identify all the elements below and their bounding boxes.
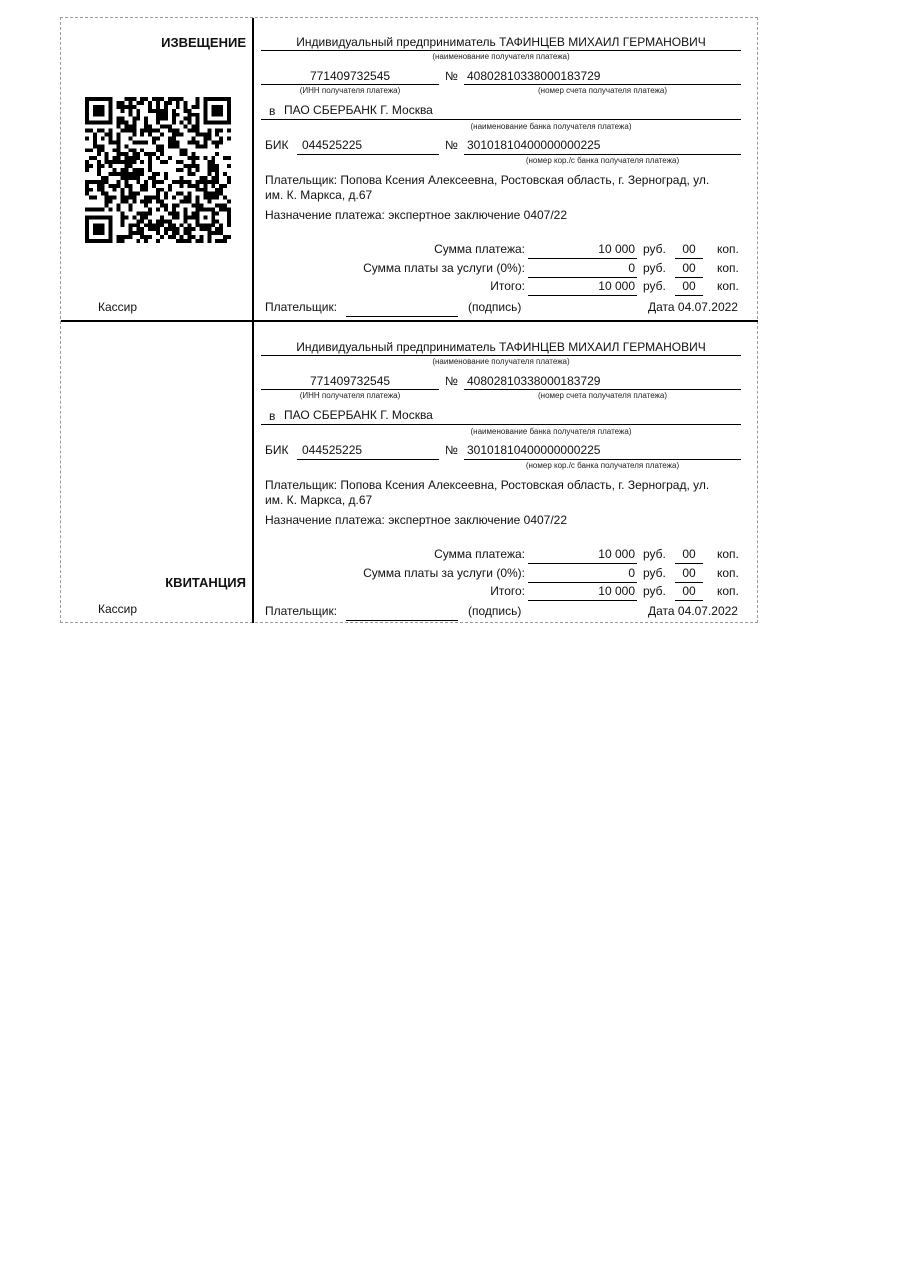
notice-cashier: Кассир: [98, 300, 138, 314]
bik-line: [297, 459, 439, 460]
total-rub-label: руб.: [643, 584, 666, 598]
inn-caption: (ИНН получателя платежа): [299, 86, 401, 95]
bik-value: 044525225: [302, 443, 363, 457]
account-caption: (номер счета получателя платежа): [537, 86, 668, 95]
account-value: 40802810338000183729: [467, 374, 601, 388]
bank-value: ПАО СБЕРБАНК Г. Москва: [284, 408, 433, 422]
receipt-title: КВИТАНЦИЯ: [165, 575, 246, 590]
sum-rub: 10 000: [598, 547, 635, 561]
payer-line-1: Плательщик: Попова Ксения Алексеевна, Ростовская область, г. Зерноград, ул.: [265, 173, 710, 187]
bik-label: БИК: [265, 138, 289, 152]
corr-value: 30101810400000000225: [467, 443, 601, 457]
recipient-name: Индивидуальный предприниматель ТАФИНЦЕВ МИХАИЛ ГЕРМАНОВИЧ: [296, 340, 706, 354]
bank-prefix: в: [269, 104, 276, 118]
total-kop: 00: [682, 584, 696, 598]
notice-title: ИЗВЕЩЕНИЕ: [161, 35, 246, 50]
corr-no-label: №: [445, 443, 458, 457]
recipient-name-line: [261, 50, 741, 51]
payer-line-1: Плательщик: Попова Ксения Алексеевна, Ростовская область, г. Зерноград, ул.: [265, 478, 710, 492]
inn-value: 771409732545: [309, 69, 391, 83]
payer-sign-label: Плательщик:: [265, 300, 338, 314]
account-no-label: №: [445, 374, 458, 388]
receipt-cashier: Кассир: [98, 602, 138, 616]
total-label: Итого:: [490, 584, 525, 598]
sum-label: Сумма платежа:: [434, 547, 525, 561]
recipient-name-line: [261, 355, 741, 356]
sum-label: Сумма платежа:: [434, 242, 525, 256]
payer-line-2: им. К. Маркса, д.67: [265, 493, 373, 507]
signature-label: (подпись): [468, 604, 522, 618]
fee-rub-label: руб.: [643, 566, 666, 580]
fee-label: Сумма платы за услуги (0%):: [363, 261, 525, 275]
bank-line: [261, 424, 741, 425]
qr-code-icon: [85, 97, 231, 243]
bik-value: 044525225: [302, 138, 363, 152]
recipient-name-caption: (наименование получателя платежа): [432, 357, 570, 366]
fee-kop-label: коп.: [717, 261, 739, 275]
payer-line-2: им. К. Маркса, д.67: [265, 188, 373, 202]
total-rub: 10 000: [598, 584, 635, 598]
sum-rub: 10 000: [598, 242, 635, 256]
payer-sign-line: [346, 620, 458, 621]
signature-label: (подпись): [468, 300, 522, 314]
sum-kop-label: коп.: [717, 547, 739, 561]
bik-label: БИК: [265, 443, 289, 457]
total-kop-label: коп.: [717, 279, 739, 293]
bank-value: ПАО СБЕРБАНК Г. Москва: [284, 103, 433, 117]
account-value: 40802810338000183729: [467, 69, 601, 83]
bank-line: [261, 119, 741, 120]
fee-rub: 0: [628, 261, 635, 275]
sum-kop: 00: [682, 242, 696, 256]
recipient-name: Индивидуальный предприниматель ТАФИНЦЕВ МИХАИЛ ГЕРМАНОВИЧ: [296, 35, 706, 49]
corr-caption: (номер кор./с банка получателя платежа): [525, 156, 680, 165]
total-rub-label: руб.: [643, 279, 666, 293]
total-rub: 10 000: [598, 279, 635, 293]
inn-caption: (ИНН получателя платежа): [299, 391, 401, 400]
payer-sign-label: Плательщик:: [265, 604, 338, 618]
total-label: Итого:: [490, 279, 525, 293]
total-kop-line: [675, 600, 703, 601]
sum-rub-line: [528, 563, 637, 564]
payment-purpose: Назначение платежа: экспертное заключение 0407/22: [265, 208, 568, 222]
bank-caption: (наименование банка получателя платежа): [470, 122, 632, 131]
total-kop: 00: [682, 279, 696, 293]
corr-value: 30101810400000000225: [467, 138, 601, 152]
fee-kop-label: коп.: [717, 566, 739, 580]
payer-sign-line: [346, 316, 458, 317]
sum-rub-label: руб.: [643, 242, 666, 256]
corr-caption: (номер кор./с банка получателя платежа): [525, 461, 680, 470]
total-rub-line: [528, 600, 637, 601]
bik-line: [297, 154, 439, 155]
payment-date: Дата 04.07.2022: [648, 300, 738, 314]
account-line: [464, 84, 741, 85]
inn-line: [261, 389, 439, 390]
bank-caption: (наименование банка получателя платежа): [470, 427, 632, 436]
fee-kop: 00: [682, 261, 696, 275]
corr-line: [464, 459, 741, 460]
bank-prefix: в: [269, 409, 276, 423]
sum-kop-label: коп.: [717, 242, 739, 256]
sum-rub-label: руб.: [643, 547, 666, 561]
corr-no-label: №: [445, 138, 458, 152]
fee-kop-line: [675, 277, 703, 278]
fee-rub: 0: [628, 566, 635, 580]
payment-purpose: Назначение платежа: экспертное заключение 0407/22: [265, 513, 568, 527]
corr-line: [464, 154, 741, 155]
sum-rub-line: [528, 258, 637, 259]
account-line: [464, 389, 741, 390]
fee-kop-line: [675, 582, 703, 583]
total-kop-label: коп.: [717, 584, 739, 598]
payment-date: Дата 04.07.2022: [648, 604, 738, 618]
payment-form: [60, 17, 758, 623]
sum-kop-line: [675, 563, 703, 564]
receipt-section: [61, 323, 759, 623]
sum-kop: 00: [682, 547, 696, 561]
fee-rub-line: [528, 277, 637, 278]
recipient-name-caption: (наименование получателя платежа): [432, 52, 570, 61]
inn-value: 771409732545: [309, 374, 391, 388]
fee-kop: 00: [682, 566, 696, 580]
notice-section: [61, 18, 759, 320]
account-caption: (номер счета получателя платежа): [537, 391, 668, 400]
fee-rub-label: руб.: [643, 261, 666, 275]
total-rub-line: [528, 295, 637, 296]
fee-label: Сумма платы за услуги (0%):: [363, 566, 525, 580]
account-no-label: №: [445, 69, 458, 83]
total-kop-line: [675, 295, 703, 296]
fee-rub-line: [528, 582, 637, 583]
horizontal-divider: [61, 320, 758, 322]
inn-line: [261, 84, 439, 85]
sum-kop-line: [675, 258, 703, 259]
